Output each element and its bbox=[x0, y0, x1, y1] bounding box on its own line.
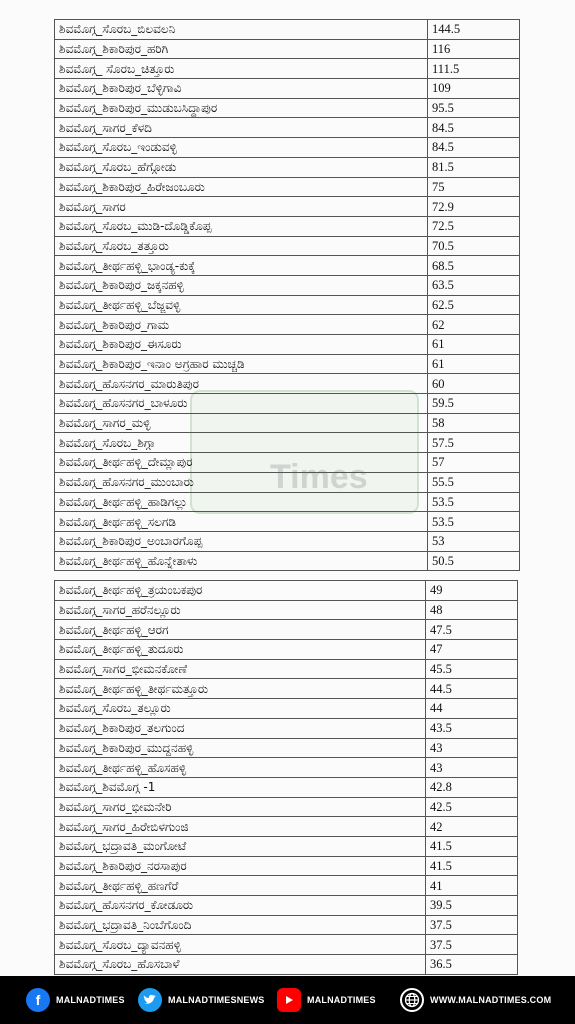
station-name-cell: ಶಿವಮೊಗ್ಗ_ಹೊಸನಗರ_ಕೋಡೂರು bbox=[55, 896, 426, 916]
rainfall-value-cell: 116 bbox=[428, 39, 520, 59]
rainfall-value-cell: 49 bbox=[426, 581, 518, 601]
table-row bbox=[55, 39, 520, 59]
station-name-cell: ಶಿವಮೊಗ್ಗ_ಸೊರಬ_ಹೆಗ್ಗೋಡು bbox=[55, 157, 428, 177]
table-row bbox=[55, 738, 518, 758]
table-row bbox=[55, 492, 520, 512]
station-name-cell: ಶಿವಮೊಗ್ಗ_ಶಿಕಾರಿಪುರ_ಗಾಮ bbox=[55, 315, 428, 335]
table-row bbox=[55, 413, 520, 433]
table-row bbox=[55, 876, 518, 896]
table-row bbox=[55, 915, 518, 935]
station-name-cell: ಶಿವಮೊಗ್ಗ_ಶಿಕಾರಿಪುರ_ಅಂಬಾರಗೊಪ್ಪ bbox=[55, 531, 428, 551]
station-name-cell: ಶಿವಮೊಗ್ಗ_ಸೊರಬ_ದ್ಯಾವನಹಳ್ಳಿ bbox=[55, 935, 426, 955]
rainfall-value-cell: 43 bbox=[426, 738, 518, 758]
table-row bbox=[55, 315, 520, 335]
rainfall-value-cell: 55.5 bbox=[428, 472, 520, 492]
rainfall-value-cell: 47.5 bbox=[426, 620, 518, 640]
twitter-label: MALNADTIMESNEWS bbox=[168, 995, 265, 1005]
station-name-cell: ಶಿವಮೊಗ್ಗ_ಶಿಕಾರಿಪುರ_ನರಸಾಪುರ bbox=[55, 856, 426, 876]
table-row bbox=[55, 138, 520, 158]
rainfall-value-cell: 72.9 bbox=[428, 197, 520, 217]
table-row bbox=[55, 758, 518, 778]
rainfall-value-cell: 61 bbox=[428, 335, 520, 355]
rainfall-value-cell: 57.5 bbox=[428, 433, 520, 453]
rainfall-value-cell: 60 bbox=[428, 374, 520, 394]
station-name-cell: ಶಿವಮೊಗ್ಗ_ಸೊರಬ_ಶಿಗ್ಗಾ bbox=[55, 433, 428, 453]
twitter-icon bbox=[138, 988, 162, 1012]
station-name-cell: ಶಿವಮೊಗ್ಗ_ಶಿಕಾರಿಪುರ_ಈಸೂರು bbox=[55, 335, 428, 355]
globe-icon bbox=[400, 988, 424, 1012]
rainfall-value-cell: 41.5 bbox=[426, 856, 518, 876]
station-name-cell: ಶಿವಮೊಗ್ಗ_ತೀರ್ಥಹಳ್ಳಿ_ತ್ರಯಂಬಕಪುರ bbox=[55, 581, 426, 601]
station-name-cell: ಶಿವಮೊಗ್ಗ_ಹೊಸನಗರ_ಮಾರುತಿಪುರ bbox=[55, 374, 428, 394]
table-row bbox=[55, 679, 518, 699]
table-row bbox=[55, 512, 520, 532]
table-row bbox=[55, 157, 520, 177]
station-name-cell: ಶಿವಮೊಗ್ಗ_ತೀರ್ಥಹಳ್ಳಿ_ತುದೂರು bbox=[55, 640, 426, 660]
rainfall-value-cell: 63.5 bbox=[428, 275, 520, 295]
table-row bbox=[55, 531, 520, 551]
table-row bbox=[55, 197, 520, 217]
station-name-cell: ಶಿವಮೊಗ್ಗ_ಸೊರಬ_ಬಿಲವಲನಿ bbox=[55, 20, 428, 40]
rainfall-value-cell: 84.5 bbox=[428, 118, 520, 138]
rainfall-value-cell: 68.5 bbox=[428, 256, 520, 276]
table-row bbox=[55, 295, 520, 315]
rainfall-value-cell: 58 bbox=[428, 413, 520, 433]
station-name-cell: ಶಿವಮೊಗ್ಗ_ಸೊರಬ_ಮುಡಿ-ದೊಡ್ಡಿಕೊಪ್ಪ bbox=[55, 216, 428, 236]
website-link[interactable] bbox=[400, 987, 551, 1013]
rainfall-value-cell: 42 bbox=[426, 817, 518, 837]
station-name-cell: ಶಿವಮೊಗ್ಗ_ತೀರ್ಥಹಳ್ಳಿ_ದೇಮ್ಲಾಪುರ bbox=[55, 453, 428, 473]
rainfall-value-cell: 57 bbox=[428, 453, 520, 473]
rainfall-value-cell: 44 bbox=[426, 699, 518, 719]
website-label: WWW.MALNADTIMES.COM bbox=[430, 995, 552, 1005]
table-row bbox=[55, 59, 520, 79]
station-name-cell: ಶಿವಮೊಗ್ಗ_ತೀರ್ಥಹಳ್ಳಿ_ಭಾಂಡ್ಯ-ಕುಕ್ಕೆ bbox=[55, 256, 428, 276]
rainfall-value-cell: 53 bbox=[428, 531, 520, 551]
station-name-cell: ಶಿವಮೊಗ್ಗ_ಭದ್ರಾವತಿ_ನಿಂಬೆಗೊಂದಿ bbox=[55, 915, 426, 935]
station-name-cell: ಶಿವಮೊಗ್ಗ_ಶಿಕಾರಿಪುರ_ಇನಾಂ ಅಗ್ರಹಾರ ಮುಚ್ಚಡಿ bbox=[55, 354, 428, 374]
rainfall-value-cell: 41 bbox=[426, 876, 518, 896]
station-name-cell: ಶಿವಮೊಗ್ಗ_ಶಿಕಾರಿಪುರ_ಹರಿಗಿ bbox=[55, 39, 428, 59]
table-row bbox=[55, 777, 518, 797]
social-footer-bar bbox=[0, 976, 575, 1024]
station-name-cell: ಶಿವಮೊಗ್ಗ_ತೀರ್ಥಹಳ್ಳಿ_ಆರಗ bbox=[55, 620, 426, 640]
station-name-cell: ಶಿವಮೊಗ್ಗ_ಸೊರಬ_ತತ್ತೂರು bbox=[55, 236, 428, 256]
rainfall-table-1 bbox=[54, 19, 520, 571]
station-name-cell: ಶಿವಮೊಗ್ಗ_ಶಿಕಾರಿಪುರ_ಬೆಳ್ಳಿಗಾವಿ bbox=[55, 79, 428, 99]
facebook-link[interactable] bbox=[26, 987, 125, 1013]
rainfall-value-cell: 61 bbox=[428, 354, 520, 374]
table-row bbox=[55, 955, 518, 975]
table-row bbox=[55, 659, 518, 679]
station-name-cell: ಶಿವಮೊಗ್ಗ_ಶಿಕಾರಿಪುರ_ಮುದ್ದನಹಳ್ಳಿ bbox=[55, 738, 426, 758]
table-row bbox=[55, 640, 518, 660]
rainfall-value-cell: 45.5 bbox=[426, 659, 518, 679]
station-name-cell: ಶಿವಮೊಗ್ಗ_ಶಿಕಾರಿಪುರ_ಹಿರೇಜಂಬೂರು bbox=[55, 177, 428, 197]
rainfall-value-cell: 81.5 bbox=[428, 157, 520, 177]
facebook-icon: f bbox=[26, 988, 50, 1012]
station-name-cell: ಶಿವಮೊಗ್ಗ_ಸಾಗರ_ಭೀಮನೇರಿ bbox=[55, 797, 426, 817]
table-row bbox=[55, 935, 518, 955]
station-name-cell: ಶಿವಮೊಗ್ಗ_ತೀರ್ಥಹಳ್ಳಿ_ಹೊನ್ನೇತಾಳು bbox=[55, 551, 428, 571]
rainfall-value-cell: 36.5 bbox=[426, 955, 518, 975]
twitter-link[interactable] bbox=[138, 987, 265, 1013]
table-row bbox=[55, 354, 520, 374]
table-row bbox=[55, 797, 518, 817]
facebook-label: MALNADTIMES bbox=[56, 995, 125, 1005]
rainfall-value-cell: 47 bbox=[426, 640, 518, 660]
station-name-cell: ಶಿವಮೊಗ್ಗ_ಸಾಗರ_ಕೆಳದಿ bbox=[55, 118, 428, 138]
rainfall-value-cell: 37.5 bbox=[426, 915, 518, 935]
rainfall-value-cell: 43 bbox=[426, 758, 518, 778]
table-row bbox=[55, 20, 520, 40]
table-row bbox=[55, 98, 520, 118]
table-row bbox=[55, 896, 518, 916]
rainfall-value-cell: 84.5 bbox=[428, 138, 520, 158]
rainfall-value-cell: 111.5 bbox=[428, 59, 520, 79]
table-row bbox=[55, 335, 520, 355]
station-name-cell: ಶಿವಮೊಗ್ಗ_ಸೊರಬ_ಇಂಡುವಳ್ಳಿ bbox=[55, 138, 428, 158]
station-name-cell: ಶಿವಮೊಗ್ಗ_ತೀರ್ಥಹಳ್ಳಿ_ಬೆಜ್ಜವಳ್ಳಿ bbox=[55, 295, 428, 315]
rainfall-value-cell: 72.5 bbox=[428, 216, 520, 236]
station-name-cell: ಶಿವಮೊಗ್ಗ_ಸೊರಬ_ಹೊಸಬಾಳೆ bbox=[55, 955, 426, 975]
table-row bbox=[55, 79, 520, 99]
watermark-word: Times bbox=[270, 458, 368, 496]
table-row bbox=[55, 817, 518, 837]
rainfall-value-cell: 109 bbox=[428, 79, 520, 99]
table-row bbox=[55, 256, 520, 276]
table-row bbox=[55, 177, 520, 197]
station-name-cell: ಶಿವಮೊಗ್ಗ_ಸಾಗರ bbox=[55, 197, 428, 217]
station-name-cell: ಶಿವಮೊಗ್ಗ_ಸಾಗರ_ಮಳ್ಳಿ bbox=[55, 413, 428, 433]
rainfall-value-cell: 59.5 bbox=[428, 394, 520, 414]
rainfall-value-cell: 44.5 bbox=[426, 679, 518, 699]
rainfall-value-cell: 144.5 bbox=[428, 20, 520, 40]
rainfall-value-cell: 50.5 bbox=[428, 551, 520, 571]
station-name-cell: ಶಿವಮೊಗ್ಗ_ಶಿವಮೊಗ್ಗ -1 bbox=[55, 777, 426, 797]
station-name-cell: ಶಿವಮೊಗ್ಗ_ಶಿಕಾರಿಪುರ_ಮುಡುಬಸಿದ್ಧಾಪುರ bbox=[55, 98, 428, 118]
table-row bbox=[55, 472, 520, 492]
station-name-cell: ಶಿವಮೊಗ್ಗ_ಶಿಕಾರಿಪುರ_ಜಕ್ಕನಹಳ್ಳಿ bbox=[55, 275, 428, 295]
youtube-link[interactable] bbox=[277, 987, 376, 1013]
station-name-cell: ಶಿವಮೊಗ್ಗ_ತೀರ್ಥಹಳ್ಳಿ_ಹೊಸಹಳ್ಳಿ bbox=[55, 758, 426, 778]
station-name-cell: ಶಿವಮೊಗ್ಗ_ತೀರ್ಥಹಳ್ಳಿ_ಹಣಗೆರೆ bbox=[55, 876, 426, 896]
station-name-cell: ಶಿವಮೊಗ್ಗ_ಸೊರಬ_ತಲ್ಲೂರು bbox=[55, 699, 426, 719]
rainfall-value-cell: 39.5 bbox=[426, 896, 518, 916]
rainfall-value-cell: 41.5 bbox=[426, 836, 518, 856]
table-row bbox=[55, 551, 520, 571]
station-name-cell: ಶಿವಮೊಗ್ಗ_ಭದ್ರಾವತಿ_ಮಂಗೋಟೆ bbox=[55, 836, 426, 856]
station-name-cell: ಶಿವಮೊಗ್ಗ_ ಸೊರಬ_ಚಿತ್ತೂರು bbox=[55, 59, 428, 79]
station-name-cell: ಶಿವಮೊಗ್ಗ_ಸಾಗರ_ಹರೆನಲ್ಲೂರು bbox=[55, 600, 426, 620]
station-name-cell: ಶಿವಮೊಗ್ಗ_ಸಾಗರ_ಹಿರೇಬಿಳಗುಂಜಿ bbox=[55, 817, 426, 837]
table-row bbox=[55, 275, 520, 295]
table-row bbox=[55, 216, 520, 236]
table-row bbox=[55, 118, 520, 138]
rainfall-value-cell: 53.5 bbox=[428, 512, 520, 532]
rainfall-value-cell: 42.8 bbox=[426, 777, 518, 797]
table-row bbox=[55, 620, 518, 640]
station-name-cell: ಶಿವಮೊಗ್ಗ_ತೀರ್ಥಹಳ್ಳಿ_ತೀರ್ಥಮತ್ತೂರು bbox=[55, 679, 426, 699]
table-row bbox=[55, 433, 520, 453]
station-name-cell: ಶಿವಮೊಗ್ಗ_ಸಾಗರ_ಭೀಮನಕೋಣೆ bbox=[55, 659, 426, 679]
table-row bbox=[55, 600, 518, 620]
table-row bbox=[55, 718, 518, 738]
youtube-label: MALNADTIMES bbox=[307, 995, 376, 1005]
station-name-cell: ಶಿವಮೊಗ್ಗ_ಹೊಸನಗರ_ಮುಂಬಾರು bbox=[55, 472, 428, 492]
station-name-cell: ಶಿವಮೊಗ್ಗ_ಹೊಸನಗರ_ಬಾಳೂರು bbox=[55, 394, 428, 414]
station-name-cell: ಶಿವಮೊಗ್ಗ_ತೀರ್ಥಹಳ್ಳಿ_ಹಾಡಿಗಲ್ಲು bbox=[55, 492, 428, 512]
rainfall-value-cell: 37.5 bbox=[426, 935, 518, 955]
table-row bbox=[55, 581, 518, 601]
table-row bbox=[55, 374, 520, 394]
table-row bbox=[55, 394, 520, 414]
rainfall-table-2 bbox=[54, 580, 518, 975]
rainfall-value-cell: 70.5 bbox=[428, 236, 520, 256]
station-name-cell: ಶಿವಮೊಗ್ಗ_ಶಿಕಾರಿಪುರ_ತಲಗುಂದ bbox=[55, 718, 426, 738]
rainfall-value-cell: 95.5 bbox=[428, 98, 520, 118]
table-row bbox=[55, 453, 520, 473]
table-row bbox=[55, 836, 518, 856]
rainfall-value-cell: 62.5 bbox=[428, 295, 520, 315]
table-row bbox=[55, 236, 520, 256]
rainfall-value-cell: 75 bbox=[428, 177, 520, 197]
table-row bbox=[55, 856, 518, 876]
table-row bbox=[55, 699, 518, 719]
station-name-cell: ಶಿವಮೊಗ್ಗ_ತೀರ್ಥಹಳ್ಳಿ_ಸಲಗಡಿ bbox=[55, 512, 428, 532]
rainfall-value-cell: 43.5 bbox=[426, 718, 518, 738]
rainfall-value-cell: 53.5 bbox=[428, 492, 520, 512]
rainfall-value-cell: 48 bbox=[426, 600, 518, 620]
youtube-icon bbox=[277, 988, 301, 1012]
rainfall-value-cell: 42.5 bbox=[426, 797, 518, 817]
rainfall-value-cell: 62 bbox=[428, 315, 520, 335]
